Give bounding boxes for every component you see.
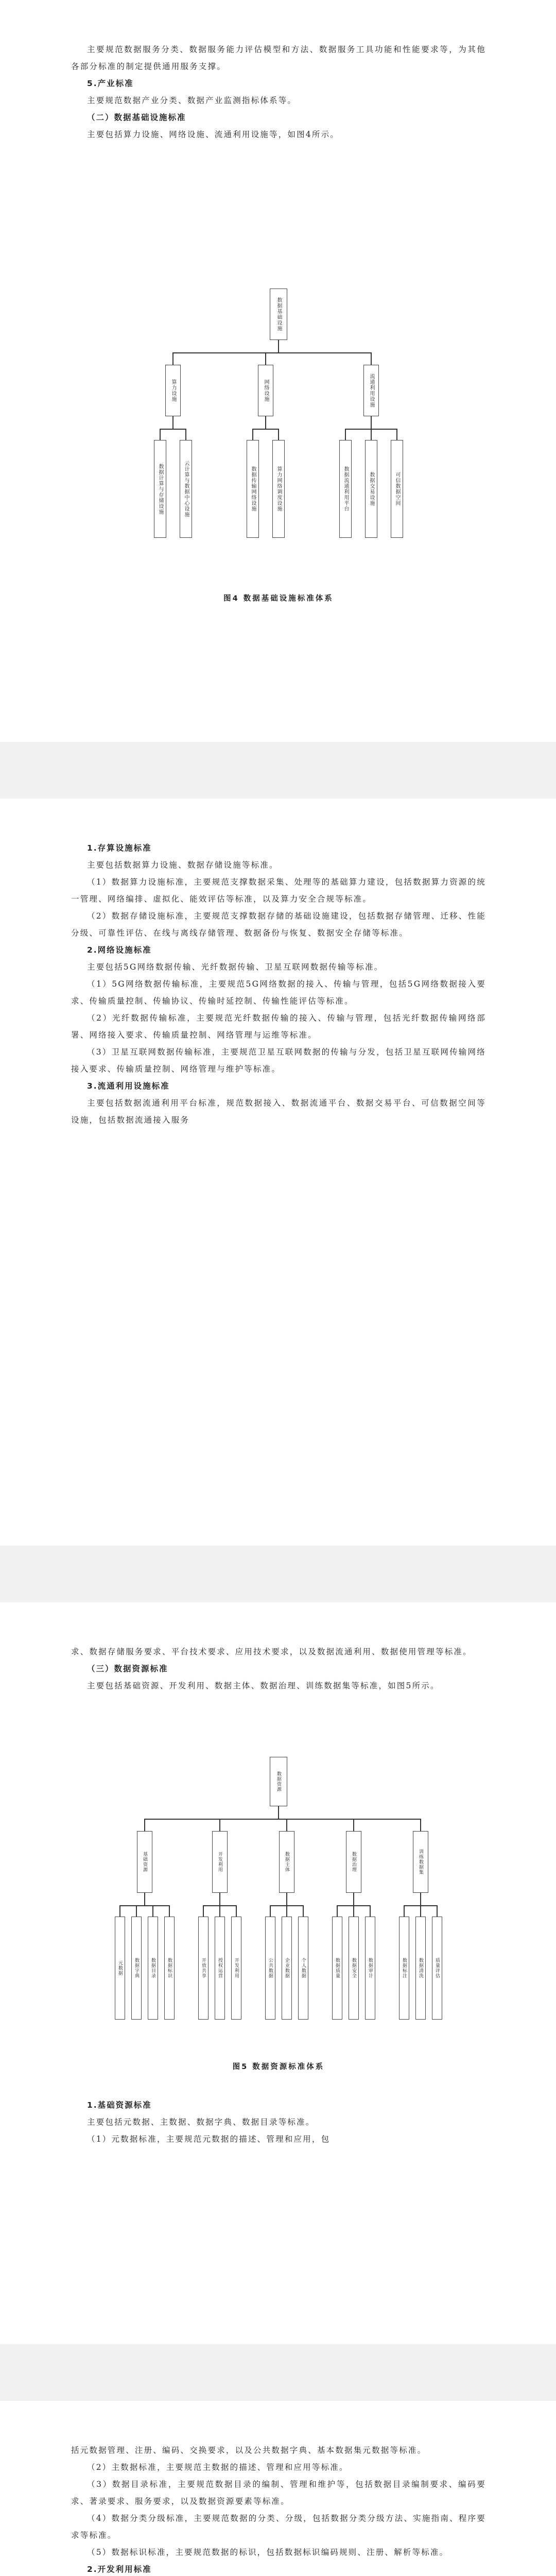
paragraph: （5）数据标识标准，主要规范数据的标识，包括数据标识编码规则、注册、解析等标准。 — [87, 2548, 449, 2557]
category-node: 基础资源 — [137, 1831, 152, 1893]
connector-line — [404, 1905, 405, 1917]
paragraph: （1）5G网络数据传输标准，主要规范5G网络数据的接入、传输与管理，包括5G网络数据接入要求、传输质量控制、传输协议、传输时延控制、传输性能评估等标准。 — [71, 979, 486, 1006]
connector-line — [160, 429, 186, 430]
category-node: 数据主体 — [279, 1831, 294, 1893]
connector-line — [420, 1905, 421, 1917]
connector-line — [270, 1905, 271, 1917]
connector-line — [119, 1905, 120, 1917]
paragraph: 求、数据存储服务要求、平台技术要求、应用技术要求，以及数据流通利用、数据使用管理等标准。 — [71, 1647, 472, 1656]
leaf-node: 数据流通利用平台 — [339, 440, 352, 538]
connector-line — [252, 429, 253, 440]
category-node: 网络设施 — [258, 365, 273, 416]
leaf-node: 数据标注 — [399, 1917, 409, 2020]
connector-line — [219, 1893, 220, 1905]
connector-line — [345, 429, 346, 440]
section-heading: 2.开发利用标准 — [87, 2565, 152, 2574]
connector-line — [420, 1893, 421, 1905]
paragraph: 主要包括数据流通利用平台标准，规范数据接入、数据流通平台、数据交易平台、可信数据空间等设施，包括数据流通接入服务 — [71, 1098, 486, 1125]
connector-line — [120, 1905, 169, 1906]
connector-line — [370, 1905, 371, 1917]
figure-caption: 图5 数据资源标准体系 — [232, 2063, 325, 2071]
connector-line — [136, 1905, 137, 1917]
section-heading: （三）数据资源标准 — [87, 1664, 168, 1673]
category-node: 开发利用 — [212, 1831, 228, 1893]
connector-line — [278, 429, 279, 440]
category-node: 数据治理 — [346, 1831, 361, 1893]
paragraph: （2）数据存储设施标准，主要规范支撑数据存储的基础设施建设，包括数据存储管理、迁移、性能分级、可靠性评估、在线与离线存储管理、数据备份与恢复、数据安全存储等标准。 — [71, 911, 486, 938]
leaf-node: 云计算与数据中心设施 — [180, 440, 192, 538]
leaf-node: 公共数据 — [265, 1917, 275, 2020]
connector-line — [144, 1819, 145, 1831]
category-node: 训练数据集 — [413, 1831, 428, 1893]
paragraph: 括元数据管理、注册、编码、交换要求，以及公共数据字典、基本数据集元数据等标准。 — [71, 2446, 427, 2455]
connector-line — [144, 1893, 145, 1905]
leaf-node: 企业数据 — [282, 1917, 292, 2020]
leaf-node: 可信数据空间 — [391, 440, 403, 538]
leaf-node: 开放共享 — [198, 1917, 208, 2020]
connector-line — [371, 352, 372, 365]
paragraph: （1）数据算力设施标准，主要规范支撑数据采集、处理等的基础算力建设，包括数据算力资源的统一管理、网络编排、虚拟化、能效评估等标准，以及算力安全合规等标准。 — [71, 877, 486, 904]
leaf-node: 数据目录 — [148, 1917, 158, 2020]
paragraph: 主要包括数据算力设施、数据存储设施等标准。 — [87, 860, 279, 870]
connector-line — [278, 1806, 279, 1819]
paragraph: （3）卫星互联网数据传输标准，主要规范卫星互联网数据的传输与分发，包括卫星互联网传输网络接入要求、传输质量控制、网络管理与维护等标准。 — [71, 1047, 486, 1074]
leaf-node: 质量评估 — [432, 1917, 442, 2020]
connector-line — [286, 1819, 287, 1831]
paragraph: （3）数据目录标准，主要规范数据目录的编制、管理和维护等，包括数据目录编制要求、编码要求、著录要求、服务要求，以及数据资源要素等标准。 — [71, 2480, 486, 2506]
section-heading: 3.流通利用设施标准 — [87, 1081, 170, 1091]
infrastructure-standards-diagram — [71, 289, 486, 577]
leaf-node: 数据审计 — [365, 1917, 375, 2020]
connector-line — [169, 1905, 170, 1917]
leaf-node: 数据计算与存储设施 — [154, 440, 166, 538]
section-heading: 1.基础资源标准 — [87, 2100, 152, 2110]
connector-line — [172, 416, 173, 429]
leaf-node: 数据字典 — [131, 1917, 142, 2020]
leaf-node: 数据交易设施 — [365, 440, 377, 538]
leaf-node: 数据清洗 — [415, 1917, 426, 2020]
paragraph: （4）数据分类分级标准，主要规范数据的分类、分级，包括数据分类分级方法、实施指南、程序要求等标准。 — [71, 2514, 486, 2540]
section-heading: 1.存算设施标准 — [87, 843, 152, 853]
paragraph: 主要包括5G网络数据传输、光纤数据传输、卫星互联网数据传输等标准。 — [87, 962, 384, 972]
leaf-node: 数据标识 — [164, 1917, 175, 2020]
connector-line — [353, 1905, 354, 1917]
connector-line — [286, 1905, 287, 1917]
connector-line — [396, 429, 397, 440]
figure-caption: 图4 数据基础设施标准体系 — [223, 595, 334, 603]
connector-line — [337, 1905, 338, 1917]
connector-line — [173, 352, 371, 353]
leaf-node: 算力网络调度设施 — [272, 440, 285, 538]
paragraph: （2）光纤数据传输标准，主要规范光纤数据传输的接入、传输与管理，包括光纤数据传输网络部署、网络接入要求、传输质量控制、网络管理与运维等标准。 — [71, 1013, 486, 1040]
connector-line — [437, 1905, 438, 1917]
paragraph: （1）元数据标准，主要规范元数据的描述、管理和应用，包 — [87, 2134, 331, 2144]
paragraph: 主要规范数据服务分类、数据服务能力评估模型和方法、数据服务工具功能和性能要求等，为其他各部分标准的制定提供通用服务支撑。 — [71, 45, 486, 71]
document-page-4 — [0, 2401, 556, 2576]
connector-line — [172, 352, 173, 365]
connector-line — [203, 1905, 204, 1917]
leaf-node: 开发利用 — [231, 1917, 241, 2020]
connector-line — [152, 1905, 153, 1917]
leaf-node: 数据质量 — [332, 1917, 342, 2020]
connector-line — [371, 416, 372, 429]
document-page-2 — [0, 799, 556, 1546]
root-node: 数据资源 — [270, 1757, 287, 1806]
section-heading: （二）数据基础设施标准 — [87, 113, 186, 122]
section-heading: 2.网络设施标准 — [87, 945, 152, 955]
leaf-node: 数据安全 — [349, 1917, 359, 2020]
paragraph: 主要包括基础资源、开发利用、数据主体、数据治理、训练数据集等标准，如图5所示。 — [87, 1681, 440, 1690]
document-page-3 — [0, 1602, 556, 2344]
connector-line — [219, 1905, 220, 1917]
connector-line — [160, 429, 161, 440]
paragraph: 主要包括算力设施、网络设施、流通利用设施等，如图4所示。 — [87, 130, 339, 139]
connector-line — [253, 429, 279, 430]
connector-line — [286, 1893, 287, 1905]
leaf-node: 数据传输网络设施 — [247, 440, 259, 538]
leaf-node: 个人数据 — [298, 1917, 308, 2020]
paragraph: 主要规范数据产业分类、数据产业监测指标体系等。 — [87, 96, 297, 105]
connector-line — [265, 416, 266, 429]
connector-line — [265, 352, 266, 365]
connector-line — [219, 1819, 220, 1831]
connector-line — [145, 1819, 421, 1820]
leaf-node: 授权运营 — [215, 1917, 225, 2020]
paragraph: （2）主数据标准，主要规范主数据的描述、管理和应用等标准。 — [87, 2463, 349, 2472]
document-page-1 — [0, 0, 556, 742]
connector-line — [278, 340, 279, 352]
root-node: 数据基础设施 — [270, 289, 287, 340]
data-resource-standards-diagram — [71, 1757, 486, 2045]
connector-line — [185, 429, 186, 440]
connector-line — [353, 1893, 354, 1905]
section-heading: 5.产业标准 — [87, 79, 134, 88]
leaf-node: 元数据 — [115, 1917, 125, 2020]
connector-line — [236, 1905, 237, 1917]
connector-line — [303, 1905, 304, 1917]
connector-line — [371, 429, 372, 440]
connector-line — [420, 1819, 421, 1831]
connector-line — [353, 1819, 354, 1831]
paragraph: 主要包括元数据、主数据、数据字典、数据目录等标准。 — [87, 2117, 315, 2127]
category-node: 算力设施 — [165, 365, 181, 416]
category-node: 流通利用设施 — [363, 365, 379, 416]
